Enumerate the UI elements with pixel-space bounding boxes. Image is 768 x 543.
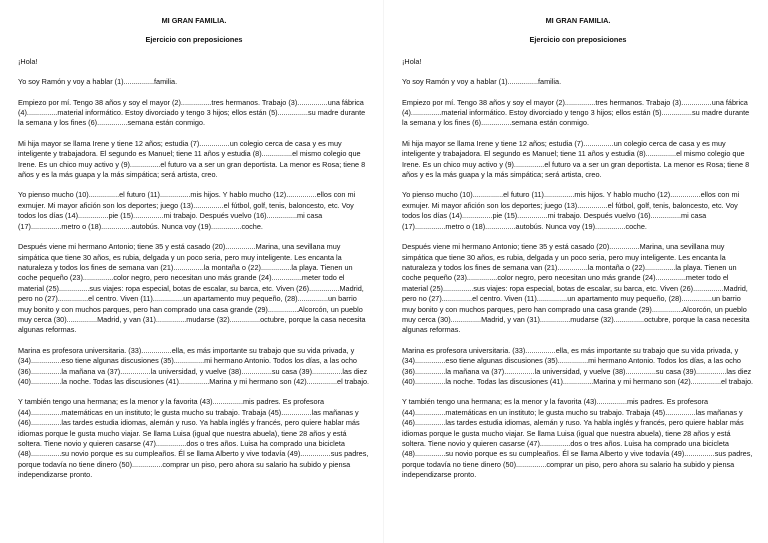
paragraph-intro: Yo soy Ramón y voy a hablar (1)...............familia. (18, 77, 178, 87)
paragraph-hobbies: Yo pienso mucho (10)...............el futuro (11)...............mis hijos. Y hablo mucho (12)...............ellos con mi exmujer. Mi mayor afición son los deportes; juego (13)...............el fútbol, golf, tenis, baloncesto, etc. Voy todos los días (14)...............pie (15)...............mi trabajo. Después vuelvo (16)...............mi casa (17)...............metro o (18)...............autobús. Nunca voy (19)...............coche. (402, 190, 740, 231)
paragraph-luisa: Y también tengo una hermana; es la menor y la favorita (43)...............mis padres. Es profesora (44)...............matemáticas en un instituto; le gusta mucho su trabajo. Trabaja (45)...............las mañanas y (46)...............las tardes estudia idiomas, alemán y ruso. Ya habla inglés y francés, pero quiere hablar más idiomas porque le gusta mucho viajar. Se llama Luisa (igual que nuestra abuela), tiene 28 años y está soltera. Tiene novio y quieren casarse (47)...............dos o tres años. Luisa ha comprado una bicicleta (48)...............su novio porque es su cumpleaños. Él se llama Alberto y vive todavía (49)...............sus padres, porque todavía no tiene dinero (50)...............comprar un piso, pero ahora su salario ha subido y piensa independizarse pronto. (18, 397, 369, 480)
paragraph-work: Empiezo por mí. Tengo 38 años y soy el mayor (2)...............tres hermanos. Trabajo (3)...............una fábrica (4)...............material informático. Estoy divorciado y tengo 3 hijos; ellos están (5)...............su madre durante la semana y los fines (6)...............semana están conmigo. (402, 97, 750, 128)
paragraph-children: Mi hija mayor se llama Irene y tiene 12 años; estudia (7)...............un colegio cerca de casa y es muy inteligente y trabajadora. El segundo es Manuel; tiene 11 años y estudia (8)...............el mismo colegio que Irene. Es un chico muy activo y (9)...............el futuro va a ser un gran deportista. La menor es Rosa; tiene 8 años y es la más guapa y la más simpática; será artista, creo. (18, 138, 366, 180)
greeting-text: ¡Hola! (18, 56, 38, 66)
document-title: MI GRAN FAMILIA. (161, 16, 227, 25)
paragraph-antonio: Después viene mi hermano Antonio; tiene 35 y está casado (20)...............Marina, una sevillana muy simpática que tiene 30 años, es rubia, delgada y un poco seria, pero muy inteligente. Les encanta la naturaleza y todos los fines de semana van (21)...............la montaña o (22)...............la playa. Tienen un coche pequeño (23)...............color negro, pero necesitan uno más grande (24)...............meter todo el material (25)...............sus viajes: ropa especial, botas de escalar, su barca, etc. Viven (26)...............Madrid, pero no (27)...............el centro. Viven (11)...............un apartamento muy pequeño, (28)...............un barrio muy bonito y con muchos parques, pero han comprado una casa grande (29)...............Alcorcón, un pueblo muy cerca (30)...............Madrid, y van (31)...............mudarse (32)...............octubre, porque la casa necesita algunas reformas. (18, 242, 366, 335)
document-title: MI GRAN FAMILIA. (545, 16, 611, 25)
worksheet-page-right (384, 0, 768, 543)
paragraph-antonio: Después viene mi hermano Antonio; tiene 35 y está casado (20)...............Marina, una sevillana muy simpática que tiene 30 años, es rubia, delgada y un poco seria, pero muy inteligente. Les encanta la naturaleza y todos los fines de semana van (21)...............la montaña o (22)...............la playa. Tienen un coche pequeño (23)...............color negro, pero necesitan uno más grande (24)...............meter todo el material (25)...............sus viajes: ropa especial, botas de escalar, su barca, etc. Viven (26)...............Madrid, pero no (27)...............el centro. Viven (11)...............un apartamento muy pequeño, (28)...............un barrio muy bonito y con muchos parques, pero han comprado una casa grande (29)...............Alcorcón, un pueblo muy cerca (30)...............Madrid, y van (31)...............mudarse (32)...............octubre, porque la casa necesita algunas reformas. (402, 242, 750, 335)
worksheet-column (18, 14, 370, 481)
paragraph-hobbies: Yo pienso mucho (10)...............el futuro (11)...............mis hijos. Y hablo mucho (12)...............ellos con mi exmujer. Mi mayor afición son los deportes; juego (13)...............el fútbol, golf, tenis, baloncesto, etc. Voy todos los días (14)...............pie (15)...............mi trabajo. Después vuelvo (16)...............mi casa (17)...............metro o (18)...............autobús. Nunca voy (19)...............coche. (18, 190, 356, 231)
greeting-text: ¡Hola! (402, 56, 422, 66)
paragraph-luisa: Y también tengo una hermana; es la menor y la favorita (43)...............mis padres. Es profesora (44)...............matemáticas en un instituto; le gusta mucho su trabajo. Trabaja (45)...............las mañanas y (46)...............las tardes estudia idiomas, alemán y ruso. Ya habla inglés y francés, pero quiere hablar más idiomas porque le gusta mucho viajar. Se llama Luisa (igual que nuestra abuela), tiene 28 años y está soltera. Tiene novio y quieren casarse (47)...............dos o tres años. Luisa ha comprado una bicicleta (48)...............su novio porque es su cumpleaños. Él se llama Alberto y vive todavía (49)...............sus padres, porque todavía no tiene dinero (50)...............comprar un piso, pero ahora su salario ha subido y piensa independizarse pronto. (402, 397, 753, 480)
paragraph-children: Mi hija mayor se llama Irene y tiene 12 años; estudia (7)...............un colegio cerca de casa y es muy inteligente y trabajadora. El segundo es Manuel; tiene 11 años y estudia (8)...............el mismo colegio que Irene. Es un chico muy activo y (9)...............el futuro va a ser un gran deportista. La menor es Rosa; tiene 8 años y es la más guapa y la más simpática; será artista, creo. (402, 138, 750, 180)
document-subtitle: Ejercicio con preposiciones (145, 35, 243, 45)
paragraph-intro: Yo soy Ramón y voy a hablar (1)...............familia. (402, 77, 562, 87)
paragraph-work: Empiezo por mí. Tengo 38 años y soy el mayor (2)...............tres hermanos. Trabajo (3)...............una fábrica (4)...............material informático. Estoy divorciado y tengo 3 hijos; ellos están (5)...............su madre durante la semana y los fines (6)...............semana están conmigo. (18, 97, 366, 128)
document-subtitle: Ejercicio con preposiciones (529, 35, 627, 45)
paragraph-marina: Marina es profesora universitaria. (33)...............ella, es más importante su trabajo que su vida privada, y (34)...............eso tiene algunas discusiones (35)...............mi hermano Antonio. Todos los días, a las ocho (36)...............la mañana va (37)...............la universidad, y vuelve (38)...............su casa (39)...............las diez (40)...............la noche. Todas las discusiones (41)...............Marina y mi hermano son (42)...............el trabajo. (402, 345, 754, 386)
paragraph-marina: Marina es profesora universitaria. (33)...............ella, es más importante su trabajo que su vida privada, y (34)...............eso tiene algunas discusiones (35)...............mi hermano Antonio. Todos los días, a las ocho (36)...............la mañana va (37)...............la universidad, y vuelve (38)...............su casa (39)...............las diez (40)...............la noche. Todas las discusiones (41)...............Marina y mi hermano son (42)...............el trabajo. (18, 345, 370, 386)
worksheet-column (402, 14, 754, 481)
